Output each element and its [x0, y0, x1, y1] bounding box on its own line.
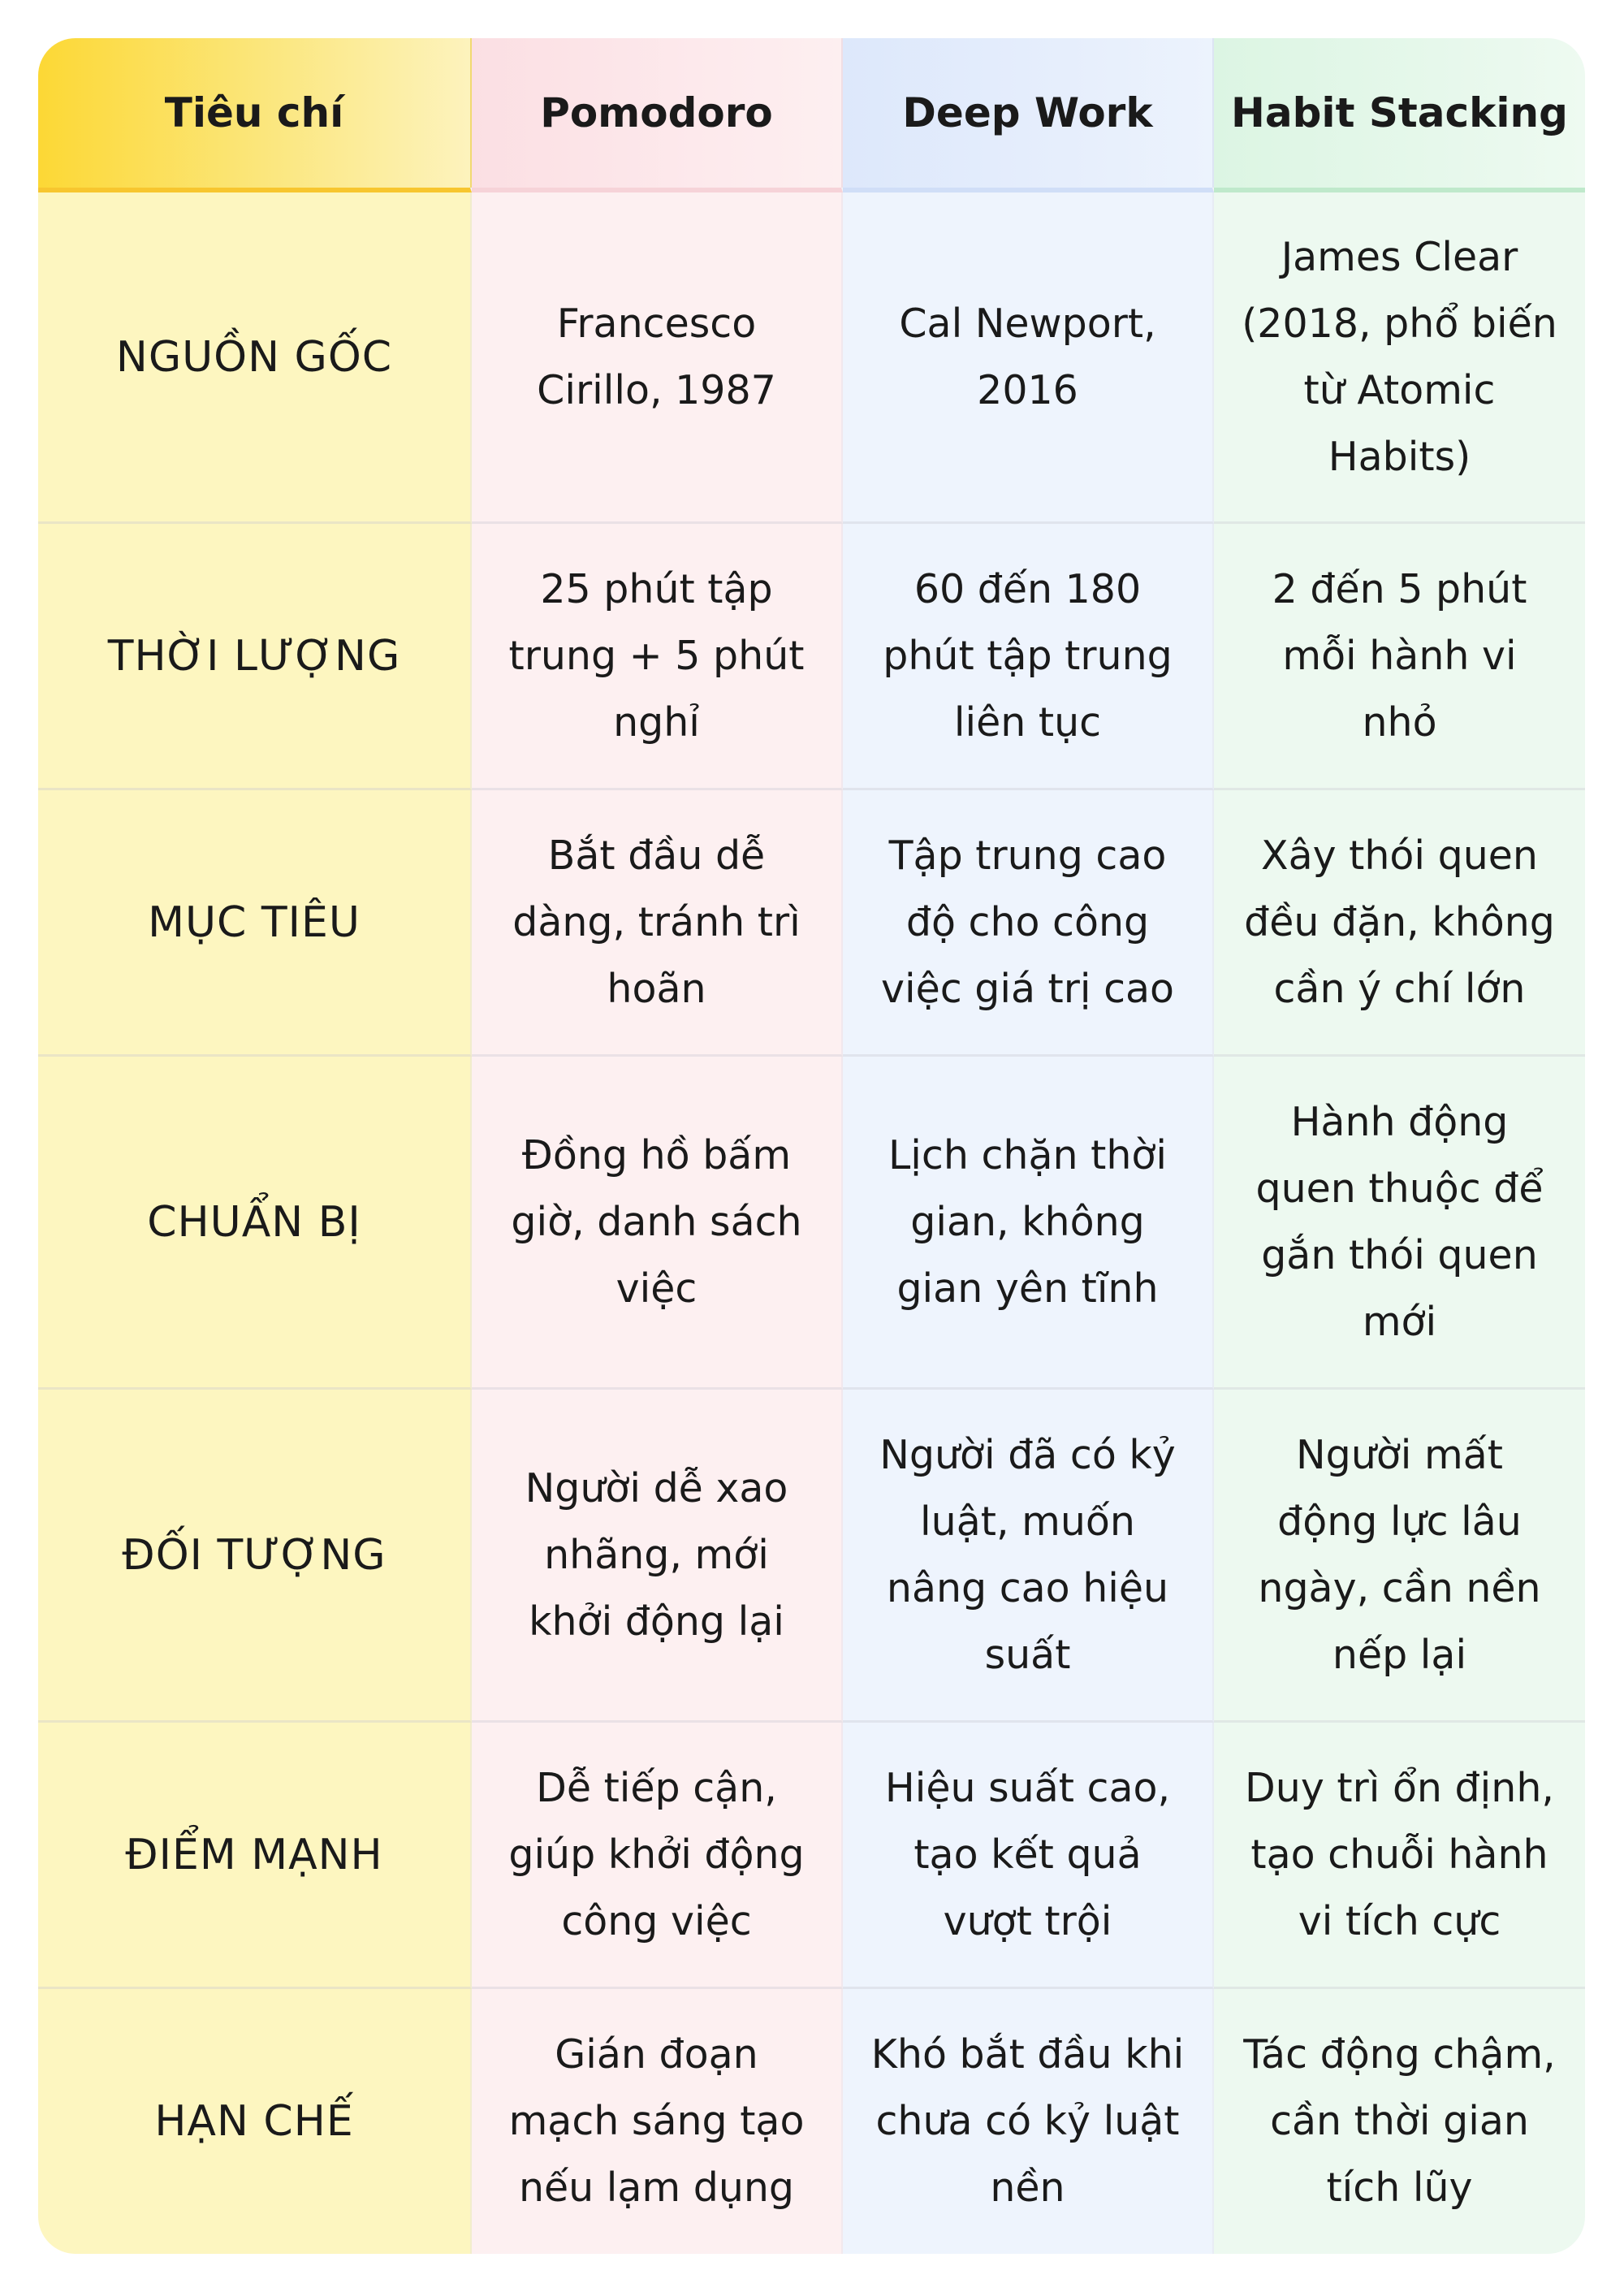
- cell-line: Người dễ xao: [525, 1464, 788, 1511]
- cell-line: nhỏ: [1362, 698, 1437, 746]
- cell-line: nghỉ: [613, 698, 700, 746]
- cell-line: tích lũy: [1326, 2164, 1473, 2211]
- cell-criteria: MỤC TIÊU: [38, 790, 472, 1057]
- cell-line: Người đã có kỷ: [879, 1431, 1176, 1478]
- cell-line: Dễ tiếp cận,: [536, 1764, 777, 1811]
- cell-line: vi tích cực: [1298, 1897, 1501, 1944]
- cell-pomodoro: [472, 1390, 843, 1723]
- cell-line: luật, muốn: [920, 1498, 1135, 1545]
- cell-habit-stacking: [1214, 1723, 1585, 1989]
- cell-criteria: HẠN CHẾ: [38, 1989, 472, 2254]
- cell-line: trung + 5 phút: [508, 632, 805, 679]
- cell-line: Hành động: [1290, 1098, 1509, 1145]
- cell-line: ngày, cần nền: [1258, 1564, 1541, 1611]
- cell-line: Duy trì ổn định,: [1245, 1764, 1554, 1811]
- cell-habit-stacking: [1214, 1989, 1585, 2254]
- cell-line: liên tục: [953, 698, 1102, 746]
- cell-line: gian, không: [910, 1198, 1145, 1245]
- cell-criteria: CHUẨN BỊ: [38, 1057, 472, 1390]
- cell-line: gắn thói quen: [1261, 1231, 1538, 1278]
- cell-habit-stacking: [1214, 524, 1585, 790]
- cell-line: vượt trội: [943, 1897, 1112, 1944]
- cell-line: Người mất: [1296, 1431, 1503, 1478]
- cell-pomodoro: [472, 790, 843, 1057]
- cell-line: giúp khởi động: [508, 1831, 805, 1878]
- cell-line: Hiệu suất cao,: [884, 1764, 1171, 1811]
- cell-line: 25 phút tập: [540, 565, 773, 612]
- cell-line: mạch sáng tạo: [508, 2098, 805, 2144]
- cell-deep-work: [843, 790, 1214, 1057]
- cell-line: Xây thói quen: [1261, 832, 1538, 879]
- cell-habit-stacking: [1214, 1057, 1585, 1390]
- cell-line: gian yên tĩnh: [896, 1265, 1159, 1312]
- cell-line: giờ, danh sách: [511, 1198, 802, 1245]
- cell-line: độ cho công: [905, 898, 1150, 945]
- cell-line: Gián đoạn: [555, 2031, 758, 2078]
- header-habit-stacking: Habit Stacking: [1214, 38, 1585, 192]
- cell-deep-work: [843, 1723, 1214, 1989]
- cell-line: 2016: [977, 366, 1078, 413]
- cell-habit-stacking: [1214, 790, 1585, 1057]
- cell-line: nhãng, mới: [544, 1531, 769, 1578]
- cell-line: phút tập trung: [883, 632, 1173, 679]
- cell-line: nếu lạm dụng: [518, 2164, 795, 2211]
- cell-line: Habits): [1328, 433, 1471, 480]
- cell-pomodoro: [472, 1057, 843, 1390]
- cell-line: Francesco: [556, 300, 757, 347]
- cell-pomodoro: [472, 524, 843, 790]
- comparison-table: [38, 38, 1585, 2254]
- cell-line: nền: [990, 2164, 1065, 2211]
- cell-line: mỗi hành vi: [1282, 632, 1517, 679]
- cell-line: nâng cao hiệu: [886, 1564, 1169, 1611]
- cell-criteria: THỜI LƯỢNG: [38, 524, 472, 790]
- header-deep-work: Deep Work: [843, 38, 1214, 192]
- cell-deep-work: [843, 1989, 1214, 2254]
- cell-line: tạo chuỗi hành: [1250, 1831, 1548, 1878]
- cell-line: James Clear: [1281, 233, 1518, 280]
- cell-pomodoro: [472, 1723, 843, 1989]
- cell-pomodoro: [472, 192, 843, 524]
- cell-line: động lực lâu: [1277, 1498, 1522, 1545]
- cell-habit-stacking: [1214, 192, 1585, 524]
- cell-line: đều đặn, không: [1244, 898, 1555, 945]
- cell-pomodoro: [472, 1989, 843, 2254]
- cell-line: chưa có kỷ luật: [875, 2098, 1180, 2144]
- cell-line: (2018, phổ biến: [1242, 300, 1557, 347]
- cell-line: Lịch chặn thời: [888, 1131, 1167, 1178]
- cell-line: Tác động chậm,: [1243, 2031, 1556, 2078]
- cell-line: quen thuộc để: [1255, 1165, 1544, 1212]
- cell-line: dàng, tránh trì: [512, 898, 801, 945]
- cell-line: nếp lại: [1332, 1631, 1467, 1678]
- cell-line: từ Atomic: [1303, 366, 1496, 413]
- cell-line: cần ý chí lớn: [1273, 965, 1526, 1012]
- cell-deep-work: [843, 192, 1214, 524]
- cell-line: hoãn: [607, 965, 706, 1012]
- cell-line: Cirillo, 1987: [537, 366, 776, 413]
- cell-line: việc giá trị cao: [880, 965, 1175, 1012]
- cell-line: Đồng hồ bấm: [521, 1131, 792, 1178]
- header-pomodoro: Pomodoro: [472, 38, 843, 192]
- cell-line: mới: [1362, 1298, 1437, 1345]
- cell-line: 60 đến 180: [914, 565, 1142, 612]
- cell-line: việc: [615, 1265, 698, 1312]
- cell-line: Cal Newport,: [899, 300, 1156, 347]
- cell-line: suất: [984, 1631, 1071, 1678]
- header-criteria: Tiêu chí: [38, 38, 472, 192]
- cell-line: Khó bắt đầu khi: [870, 2031, 1185, 2078]
- cell-line: Tập trung cao: [888, 832, 1167, 879]
- cell-criteria: ĐIỂM MẠNH: [38, 1723, 472, 1989]
- cell-line: tạo kết quả: [914, 1831, 1142, 1878]
- cell-deep-work: [843, 1057, 1214, 1390]
- cell-line: 2 đến 5 phút: [1272, 565, 1527, 612]
- cell-deep-work: [843, 524, 1214, 790]
- cell-criteria: ĐỐI TƯỢNG: [38, 1390, 472, 1723]
- cell-line: cần thời gian: [1270, 2098, 1529, 2144]
- cell-habit-stacking: [1214, 1390, 1585, 1723]
- cell-criteria: NGUỒN GỐC: [38, 192, 472, 524]
- cell-deep-work: [843, 1390, 1214, 1723]
- cell-line: Bắt đầu dễ: [547, 832, 766, 879]
- cell-line: công việc: [561, 1897, 752, 1944]
- cell-line: khởi động lại: [529, 1598, 784, 1645]
